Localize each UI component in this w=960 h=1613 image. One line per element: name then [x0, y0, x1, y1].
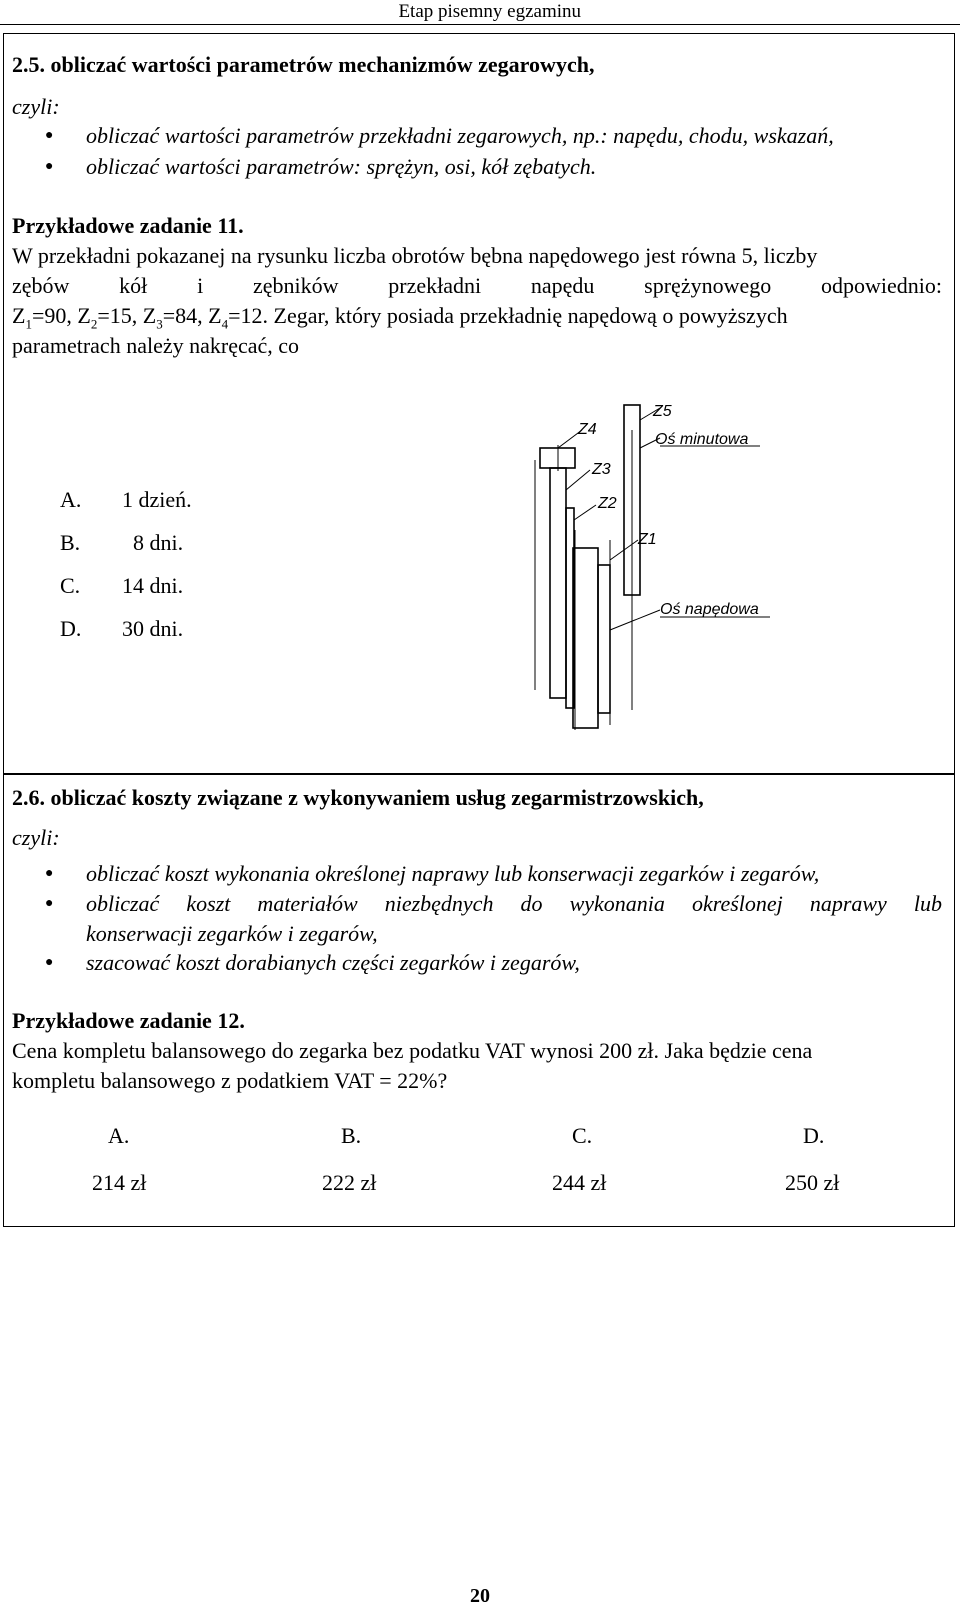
czyli-label: czyli: — [12, 825, 60, 850]
czyli-label: czyli: — [12, 94, 60, 119]
bullet-icon: ● — [45, 955, 54, 970]
page-header: Etap pisemny egzaminu — [398, 1, 581, 22]
list-item-continuation: konserwacji zegarków i zegarów, — [86, 921, 378, 946]
answer-letter: C. — [60, 573, 81, 598]
bullet-icon: ● — [45, 896, 54, 911]
answer-letter: D. — [803, 1123, 825, 1148]
answer-letter: B. — [60, 530, 81, 555]
diagram-label-z5: Z5 — [653, 403, 672, 420]
list-item: obliczać wartości parametrów: sprężyn, osi, kół zębatych. — [86, 154, 597, 179]
answer-value: 250 zł — [785, 1170, 840, 1195]
list-item: szacować koszt dorabianych części zegarków i zegarów, — [86, 950, 580, 975]
answer-letter: C. — [572, 1123, 593, 1148]
diagram-label-z3: Z3 — [592, 461, 611, 478]
answer-letter: A. — [108, 1123, 130, 1148]
answer-text: 14 dni. — [122, 573, 184, 598]
answer-value: 244 zł — [552, 1170, 607, 1195]
answer-value: 222 zł — [322, 1170, 377, 1195]
diagram-label-minute-axis: Oś minutowa — [655, 431, 749, 448]
section-2-6-heading: 2.6. obliczać koszty związane z wykonywaniem usług zegarmistrzowskich, — [12, 785, 704, 810]
header-rule — [0, 24, 960, 25]
task-11-text-line: parametrach należy nakręcać, co — [12, 333, 300, 358]
task-11-text-line: W przekładni pokazanej na rysunku liczba obrotów bębna napędowego jest równa 5, liczby — [12, 243, 818, 268]
list-item: obliczać wartości parametrów przekładni zegarowych, np.: napędu, chodu, wskazań, — [86, 123, 834, 148]
answer-letter: D. — [60, 616, 82, 641]
bullet-icon: ● — [45, 159, 54, 174]
answer-value: 214 zł — [92, 1170, 147, 1195]
section-2-6-box — [3, 773, 955, 1227]
task-11-text-line: zębów kół i zębników przekładni napędu sprężynowego odpowiednio: — [12, 273, 942, 298]
list-item: obliczać koszt wykonania określonej naprawy lub konserwacji zegarków i zegarów, — [86, 861, 820, 886]
task-12-text-line: kompletu balansowego z podatkiem VAT = 22%? — [12, 1068, 448, 1093]
task-11-z-values: $Z_1=90$, $Z_2=15$, $Z_3=84$, $Z_4=12$. Zegar, który posiada przekładnię napędową o powyższych — [12, 303, 788, 332]
bullet-icon: ● — [45, 128, 54, 143]
diagram-label-driving-axis: Oś napędowa — [660, 601, 759, 618]
diagram-label-z1: Z1 — [638, 531, 657, 548]
task-12-title: Przykładowe zadanie 12. — [12, 1008, 245, 1033]
task-11-title: Przykładowe zadanie 11. — [12, 213, 244, 238]
answer-text: 8 dni. — [133, 530, 184, 555]
bullet-icon: ● — [45, 866, 54, 881]
answer-letter: A. — [60, 487, 82, 512]
page-number: 20 — [470, 1585, 490, 1607]
gear-train-diagram — [520, 400, 820, 750]
answer-text: 30 dni. — [122, 616, 184, 641]
list-item: obliczać koszt materiałów niezbędnych do wykonania określonej naprawy lub — [86, 891, 942, 916]
answer-letter: B. — [341, 1123, 362, 1148]
diagram-label-z2: Z2 — [598, 495, 617, 512]
section-2-5-heading: 2.5. obliczać wartości parametrów mechanizmów zegarowych, — [12, 52, 595, 77]
diagram-label-z4: Z4 — [578, 421, 597, 438]
answer-text: 1 dzień. — [122, 487, 192, 512]
task-12-text-line: Cena kompletu balansowego do zegarka bez podatku VAT wynosi 200 zł. Jaka będzie cena — [12, 1038, 813, 1063]
